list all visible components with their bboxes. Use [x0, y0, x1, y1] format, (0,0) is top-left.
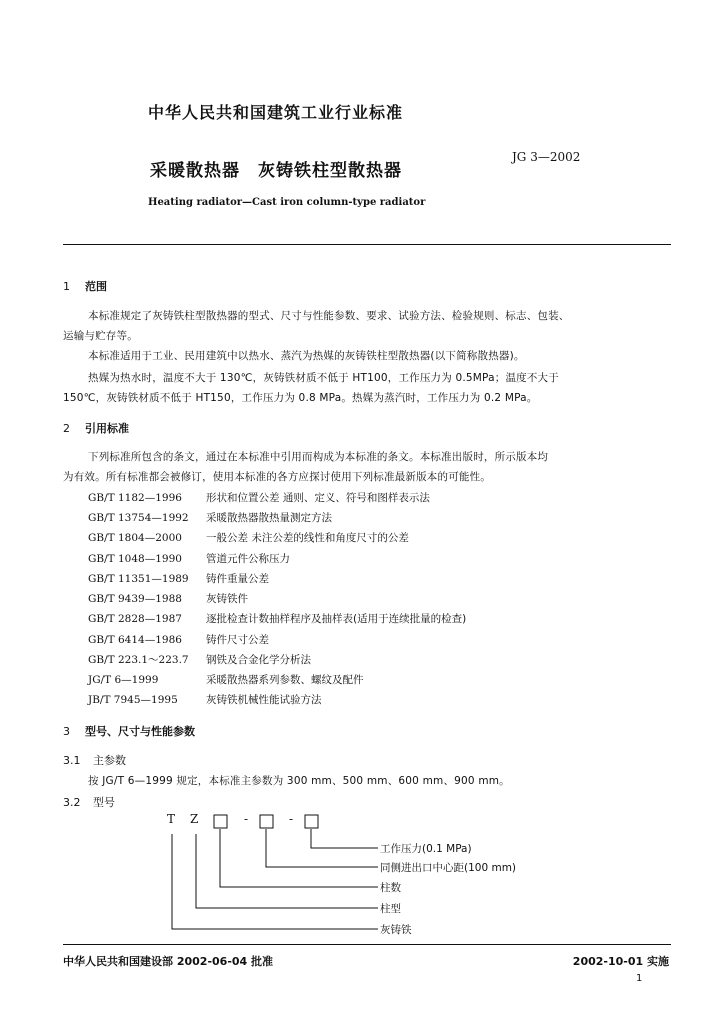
label-center-distance: 同侧进出口中心距(100 mm) [380, 862, 517, 874]
designation-lines [160, 812, 580, 942]
placeholder-box-columns [214, 815, 227, 828]
reference-title: 管道元件公称压力 [206, 553, 290, 565]
paragraph-line: 下列标准所包含的条文，通过在本标准中引用而构成为本标准的条文。本标准出版时，所示版本均 [88, 451, 549, 463]
leader-pressure [311, 829, 378, 848]
subsection-number: 3.2 [63, 796, 81, 809]
reference-number: JG/T 6—1999 [88, 674, 159, 686]
model-dash: - [244, 812, 249, 826]
leader-type [196, 834, 378, 908]
label-gray-cast-iron: 灰铸铁 [380, 924, 412, 936]
section-1-heading [63, 278, 107, 294]
standard-code: JG 3—2002 [512, 150, 581, 164]
reference-number: GB/T 223.1～223.7 [88, 654, 189, 666]
reference-item [88, 551, 290, 566]
reference-number: GB/T 1048—1990 [88, 553, 182, 565]
section-number: 2 [63, 422, 70, 435]
paragraph-line: 本标准适用于工业、民用建筑中以热水、蒸汽为热媒的灰铸铁柱型散热器(以下简称散热器)。 [88, 350, 525, 362]
reference-number: GB/T 1804—2000 [88, 532, 182, 544]
section-title: 范围 [85, 280, 107, 293]
reference-number: GB/T 6414—1986 [88, 634, 182, 646]
reference-title: 钢铁及合金化学分析法 [206, 654, 311, 666]
reference-number: GB/T 9439—1988 [88, 593, 182, 605]
english-title: Heating radiator—Cast iron column-type radiator [148, 197, 426, 208]
paragraph-line: 本标准规定了灰铸铁柱型散热器的型式、尺寸与性能参数、要求、试验方法、检验规则、标志、包装、 [88, 310, 570, 322]
reference-title: 灰铸铁机械性能试验方法 [206, 694, 322, 706]
section-3-heading [63, 723, 195, 739]
reference-item [88, 530, 409, 545]
reference-title: 逐批检查计数抽样程序及抽样表(适用于连续批量的检查) [206, 613, 467, 625]
label-working-pressure: 工作压力(0.1 MPa) [380, 843, 472, 855]
reference-title: 铸件尺寸公差 [206, 634, 269, 646]
reference-number: GB/T 2828—1987 [88, 613, 182, 625]
reference-item [88, 611, 466, 626]
leader-columns [220, 829, 378, 887]
header-rule [63, 244, 671, 245]
placeholder-box-distance [260, 815, 273, 828]
subsection-3-1-heading [63, 752, 126, 768]
reference-title: 形状和位置公差 通则、定义、符号和图样表示法 [206, 492, 430, 504]
reference-item [88, 591, 248, 606]
paragraph-line: 运输与贮存等。 [63, 330, 138, 342]
approval-date: 中华人民共和国建设部 2002-06-04 批准 [63, 955, 274, 968]
subsection-title: 主参数 [93, 754, 126, 767]
issuing-authority: 中华人民共和国建筑工业行业标准 [148, 103, 404, 122]
subsection-number: 3.1 [63, 754, 81, 767]
reference-item [88, 652, 311, 667]
reference-item [88, 571, 269, 586]
reference-title: 采暖散热器系列参数、螺纹及配件 [206, 674, 364, 686]
section-number: 1 [63, 280, 70, 293]
section-title: 引用标准 [85, 422, 129, 435]
page-number: 1 [636, 973, 643, 984]
model-designation-diagram [160, 812, 580, 942]
reference-title: 一般公差 未注公差的线性和角度尺寸的公差 [206, 532, 409, 544]
paragraph-line: 为有效。所有标准都会被修订，使用本标准的各方应探讨使用下列标准最新版本的可能性。 [63, 471, 491, 483]
model-letter-t: T [167, 812, 176, 826]
reference-number: GB/T 1182—1996 [88, 492, 182, 504]
document-title [150, 156, 402, 181]
reference-number: JB/T 7945—1995 [88, 694, 178, 706]
reference-number: GB/T 11351—1989 [88, 573, 189, 585]
subsection-3-2-heading [63, 794, 115, 810]
model-dash: - [289, 812, 294, 826]
section-2-heading [63, 420, 129, 436]
section-number: 3 [63, 725, 70, 738]
reference-item [88, 490, 430, 505]
paragraph-line: 热媒为热水时，温度不大于 130℃，灰铸铁材质不低于 HT100，工作压力为 0.5MPa；温度不大于 [88, 372, 559, 384]
effective-date: 2002-10-01 实施 [572, 955, 669, 968]
title-sub: 灰铸铁柱型散热器 [258, 161, 402, 181]
reference-item [88, 510, 332, 525]
reference-item [88, 692, 322, 707]
label-column-type: 柱型 [380, 903, 401, 915]
label-column-count: 柱数 [380, 882, 401, 894]
title-main: 采暖散热器 [150, 161, 240, 181]
reference-title: 采暖散热器散热量测定方法 [206, 512, 332, 524]
subsection-title: 型号 [93, 796, 115, 809]
paragraph-line: 150℃，灰铸铁材质不低于 HT150，工作压力为 0.8 MPa。热媒为蒸汽时，工作压力为 0.2 MPa。 [63, 392, 538, 404]
footer-rule [63, 944, 671, 945]
paragraph-line: 按 JG/T 6—1999 规定，本标准主参数为 300 mm、500 mm、600 mm、900 mm。 [88, 775, 510, 787]
reference-title: 灰铸铁件 [206, 593, 248, 605]
reference-number: GB/T 13754—1992 [88, 512, 189, 524]
section-title: 型号、尺寸与性能参数 [85, 725, 195, 738]
reference-item [88, 632, 269, 647]
reference-item [88, 672, 364, 687]
reference-title: 铸件重量公差 [206, 573, 269, 585]
model-letter-z: Z [190, 812, 199, 826]
placeholder-box-pressure [305, 815, 318, 828]
